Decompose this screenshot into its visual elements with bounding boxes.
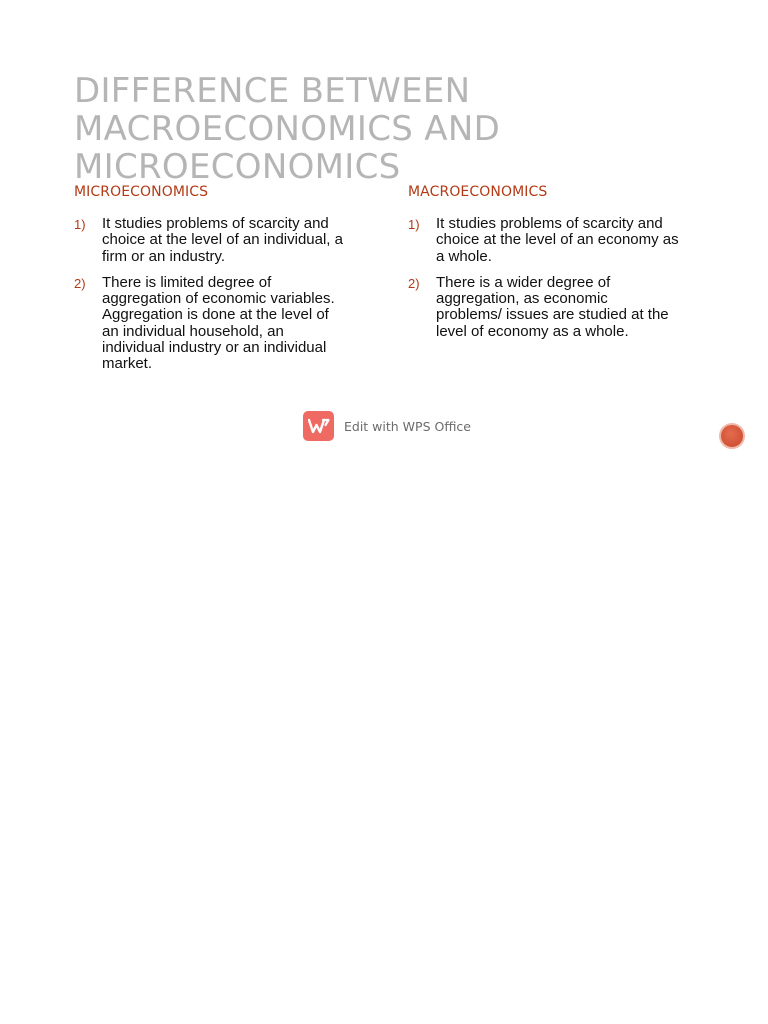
macroeconomics-heading: MACROECONOMICS	[408, 184, 548, 200]
point-line: It studies problems of scarcity and	[102, 215, 329, 232]
microeconomics-points	[74, 216, 374, 373]
point-line: Aggregation is done at the level of	[102, 306, 329, 324]
wps-watermark-label: Edit with WPS Office	[344, 418, 471, 434]
point-line: aggregation of economic variables.	[102, 290, 335, 308]
point-line: choice at the level of an individual, a	[102, 231, 343, 249]
slide-title-line: MICROECONOMICS	[74, 147, 401, 187]
point-number: 2)	[408, 275, 420, 291]
slide-title-line: MACROECONOMICS AND	[74, 109, 501, 149]
slide-title	[74, 72, 634, 186]
point-line: a whole.	[436, 247, 492, 265]
point-line: firm or an industry.	[102, 247, 226, 265]
point-line: There is limited degree of	[102, 273, 272, 291]
point-line: There is a wider degree of	[436, 273, 611, 291]
point-line: market.	[102, 355, 153, 373]
point-line: individual industry or an individual	[102, 339, 327, 357]
list-item	[408, 216, 708, 265]
slide-title-line: DIFFERENCE BETWEEN	[74, 71, 471, 111]
list-item	[74, 216, 374, 265]
point-number: 1)	[74, 217, 86, 232]
point-number: 2)	[74, 275, 86, 291]
microeconomics-column	[74, 183, 374, 383]
wps-watermark[interactable]	[303, 411, 471, 441]
point-line: choice at the level of an economy as	[436, 231, 679, 249]
point-number: 1)	[408, 217, 420, 232]
point-line: It studies problems of scarcity and	[436, 215, 663, 232]
point-line: an individual household, an	[102, 322, 284, 340]
macroeconomics-column	[408, 183, 708, 350]
point-line: level of economy as a whole.	[436, 322, 629, 340]
slide-nav-dot-icon[interactable]	[719, 423, 745, 449]
wps-logo-icon	[303, 411, 334, 441]
list-item	[74, 275, 374, 373]
macroeconomics-points	[408, 216, 708, 340]
point-line: problems/ issues are studied at the	[436, 306, 669, 324]
list-item	[408, 275, 708, 340]
point-line: aggregation, as economic	[436, 290, 608, 308]
microeconomics-heading: MICROECONOMICS	[74, 184, 209, 200]
